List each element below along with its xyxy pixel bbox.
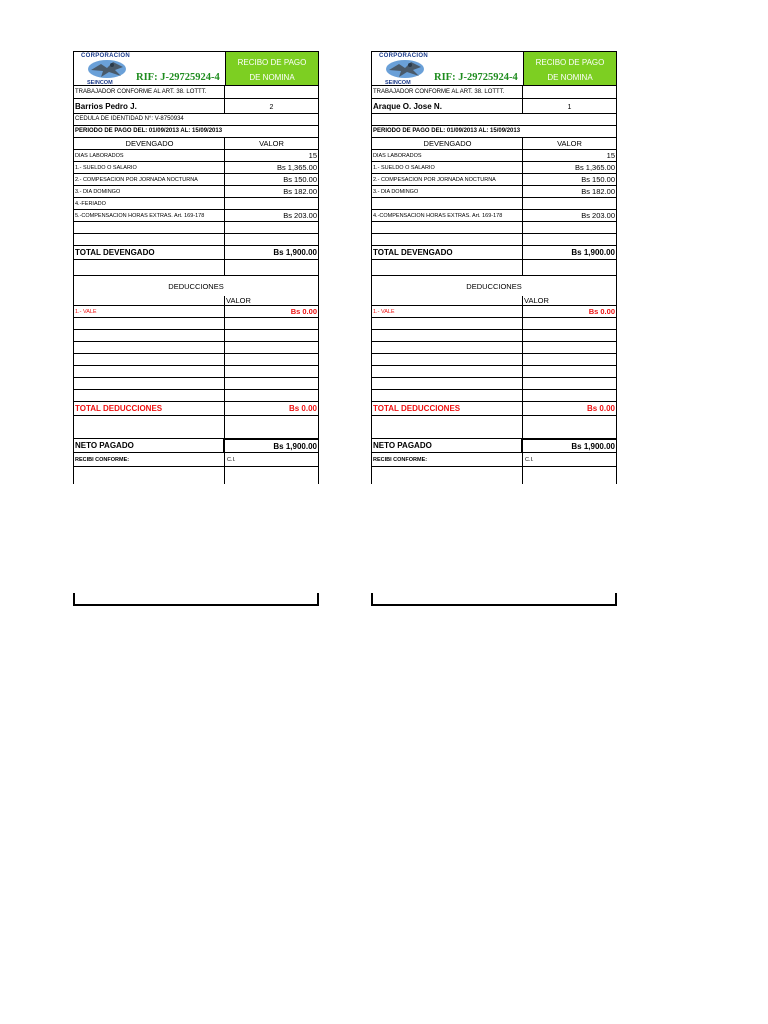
blank-row	[73, 330, 319, 342]
deduction-value: Bs 0.00	[225, 306, 319, 317]
recibi-conforme-label: RECIBI CONFORME:	[371, 453, 523, 466]
total-deducciones-row	[371, 402, 617, 416]
earning-label: 2.- COMPESACION POR JORNADA NOCTURNA	[371, 174, 523, 185]
total-devengado-label: TOTAL DEVENGADO	[73, 246, 225, 259]
earning-label: 3.- DIA DOMINGO	[371, 186, 523, 197]
recibi-row	[371, 453, 617, 467]
deduction-label: 1.- VALE	[73, 306, 225, 317]
recibi-row	[73, 453, 319, 467]
earning-value: Bs 182.00	[225, 186, 319, 197]
earning-label: 4.-FERIADO	[73, 198, 225, 209]
blank-row	[73, 354, 319, 366]
total-devengado-row	[73, 246, 319, 260]
earning-value: Bs 203.00	[523, 210, 617, 221]
total-deducciones-value: Bs 0.00	[523, 402, 617, 415]
deductions-header-row	[371, 276, 617, 296]
neto-pagado-row	[371, 438, 617, 453]
deduction-label: 1.- VALE	[371, 306, 523, 317]
blank-row	[371, 366, 617, 378]
eagle-icon	[385, 58, 425, 80]
earning-row	[73, 186, 319, 198]
signature-bracket	[73, 593, 319, 606]
earning-label: DIAS LABORADOS	[73, 150, 225, 161]
signature-area	[371, 467, 617, 484]
earning-row	[371, 150, 617, 162]
earning-label: 2.- COMPESACION POR JORNADA NOCTURNA	[73, 174, 225, 185]
payroll-receipt	[73, 51, 319, 484]
total-devengado-row	[371, 246, 617, 260]
ci-label: C.I.	[523, 453, 617, 466]
worker-clause-row	[371, 86, 617, 99]
receipt-title-line1: RECIBO DE PAGO	[237, 58, 307, 67]
blank-row	[73, 390, 319, 402]
earning-label: 3.- DIA DOMINGO	[73, 186, 225, 197]
neto-pagado-label: NETO PAGADO	[73, 439, 225, 452]
receipt-title	[225, 52, 319, 85]
blank-row	[73, 416, 319, 438]
earnings-header-row	[371, 138, 617, 150]
blank-row	[371, 260, 617, 276]
devengado-header: DEVENGADO	[371, 138, 523, 149]
blank-row	[371, 318, 617, 330]
company-logo	[371, 52, 434, 85]
neto-pagado-value: Bs 1,900.00	[225, 439, 319, 452]
earning-row	[73, 150, 319, 162]
devengado-header: DEVENGADO	[73, 138, 225, 149]
logo-top-text: CORPORACIÓN	[379, 53, 428, 59]
period-row	[73, 126, 319, 138]
signature-bracket	[371, 593, 617, 606]
earning-label	[371, 198, 523, 209]
blank-row	[371, 342, 617, 354]
valor-header: VALOR	[225, 138, 319, 149]
rif-number: RIF: J-29725924-4	[136, 72, 220, 83]
eagle-icon	[87, 58, 127, 80]
cedula-row	[73, 114, 319, 126]
deducciones-header: DEDUCCIONES	[371, 276, 617, 296]
receipt-title-line2: DE NOMINA	[249, 73, 295, 82]
earning-value: 15	[523, 150, 617, 161]
receipt-title	[523, 52, 617, 85]
valor-header: VALOR	[523, 138, 617, 149]
blank-row	[73, 318, 319, 330]
blank-row	[73, 260, 319, 276]
earning-row	[371, 198, 617, 210]
deductions-valor-header: VALOR	[523, 296, 617, 305]
neto-pagado-value: Bs 1,900.00	[523, 439, 617, 452]
blank-row	[371, 390, 617, 402]
receipt-title-line2: DE NOMINA	[547, 73, 593, 82]
deducciones-header: DEDUCCIONES	[73, 276, 319, 296]
cedula-row	[371, 114, 617, 126]
employee-name: Araque O. Jose N.	[371, 99, 523, 113]
earning-value: Bs 150.00	[523, 174, 617, 185]
receipt-number: 2	[225, 99, 319, 113]
earning-value: Bs 182.00	[523, 186, 617, 197]
blank-row	[73, 234, 319, 246]
earning-row	[73, 162, 319, 174]
deductions-valor-row	[371, 296, 617, 306]
employee-row	[371, 99, 617, 114]
blank-row	[73, 366, 319, 378]
blank-row	[371, 416, 617, 438]
worker-clause: TRABAJADOR CONFORME AL ART. 38. LOTTT.	[371, 86, 523, 98]
deduction-row	[371, 306, 617, 318]
pay-period: PERIODO DE PAGO DEL: 01/09/2013 AL: 15/09/2013	[371, 126, 617, 137]
blank-row	[371, 354, 617, 366]
company-logo	[73, 52, 136, 85]
total-deducciones-value: Bs 0.00	[225, 402, 319, 415]
earning-label: 5.-COMPENSACION HORAS EXTRAS. Art. 169-178	[73, 210, 225, 221]
period-row	[371, 126, 617, 138]
blank-row	[371, 330, 617, 342]
total-devengado-label: TOTAL DEVENGADO	[371, 246, 523, 259]
earning-value: Bs 1,365.00	[225, 162, 319, 173]
employee-row	[73, 99, 319, 114]
earning-value: Bs 150.00	[225, 174, 319, 185]
employee-name: Barrios Pedro J.	[73, 99, 225, 113]
pay-period: PERIODO DE PAGO DEL: 01/09/2013 AL: 15/09/2013	[73, 126, 319, 137]
ci-label: C.I.	[225, 453, 319, 466]
signature-area	[73, 467, 319, 484]
blank-row	[73, 222, 319, 234]
rif-number: RIF: J-29725924-4	[434, 72, 518, 83]
recibi-conforme-label: RECIBI CONFORME:	[73, 453, 225, 466]
deduction-row	[73, 306, 319, 318]
deduction-value: Bs 0.00	[523, 306, 617, 317]
earning-row	[73, 210, 319, 222]
earning-label: DIAS LABORADOS	[371, 150, 523, 161]
blank-row	[73, 342, 319, 354]
deductions-valor-header: VALOR	[225, 296, 319, 305]
blank-row	[371, 378, 617, 390]
blank-row	[73, 378, 319, 390]
logo-bottom-text: SEINCOM	[385, 80, 411, 85]
total-deducciones-label: TOTAL DEDUCCIONES	[371, 402, 523, 415]
worker-clause-row	[73, 86, 319, 99]
earning-label: 1.- SUELDO O SALARIO	[73, 162, 225, 173]
blank-row	[371, 234, 617, 246]
earning-label: 1.- SUELDO O SALARIO	[371, 162, 523, 173]
earning-row	[73, 198, 319, 210]
worker-clause: TRABAJADOR CONFORME AL ART. 38. LOTTT.	[73, 86, 225, 98]
cedula	[371, 114, 617, 125]
cedula: CEDULA DE IDENTIDAD N°: V-8750934	[73, 114, 319, 125]
earning-row	[371, 174, 617, 186]
receipt-header	[73, 51, 319, 86]
total-devengado-value: Bs 1,900.00	[523, 246, 617, 259]
earning-value: Bs 1,365.00	[523, 162, 617, 173]
earning-value: Bs 203.00	[225, 210, 319, 221]
logo-top-text: CORPORACIÓN	[81, 53, 130, 59]
total-devengado-value: Bs 1,900.00	[225, 246, 319, 259]
deductions-valor-row	[73, 296, 319, 306]
earning-value	[225, 198, 319, 209]
deductions-header-row	[73, 276, 319, 296]
neto-pagado-row	[73, 438, 319, 453]
total-deducciones-label: TOTAL DEDUCCIONES	[73, 402, 225, 415]
logo-bottom-text: SEINCOM	[87, 80, 113, 85]
earning-row	[371, 210, 617, 222]
total-deducciones-row	[73, 402, 319, 416]
earning-value	[523, 198, 617, 209]
earning-value: 15	[225, 150, 319, 161]
earning-row	[371, 186, 617, 198]
receipt-title-line1: RECIBO DE PAGO	[535, 58, 605, 67]
earning-row	[371, 162, 617, 174]
earning-label: 4.-COMPENSACION HORAS EXTRAS. Art. 169-178	[371, 210, 523, 221]
blank-row	[371, 222, 617, 234]
neto-pagado-label: NETO PAGADO	[371, 439, 523, 452]
earning-row	[73, 174, 319, 186]
receipt-number: 1	[523, 99, 617, 113]
payroll-receipt	[371, 51, 617, 484]
earnings-header-row	[73, 138, 319, 150]
receipt-header	[371, 51, 617, 86]
